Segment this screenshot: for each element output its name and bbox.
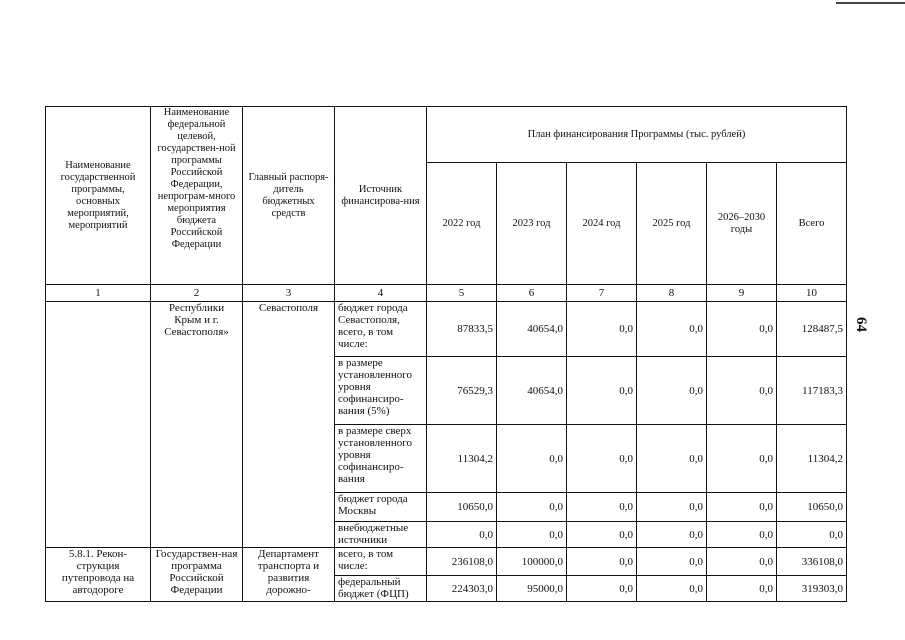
header-funding-source: Источник финансирова-ния — [335, 107, 427, 285]
budget-manager-cell: Севастополя — [243, 302, 335, 548]
value-2026-2030: 0,0 — [707, 576, 777, 602]
header-federal-program: Наименование федеральной целевой, государствен-ной программы Российской Федерации, непрограм-много мероприятия бюджета Российской Федерации — [151, 107, 243, 285]
value-2025: 0,0 — [637, 522, 707, 548]
header-year-2024: 2024 год — [567, 163, 637, 285]
header-year-2026-2030: 2026–2030 годы — [707, 163, 777, 285]
value-2023: 0,0 — [497, 425, 567, 493]
federal-program-cell: Государствен-ная программа Российской Федерации — [151, 548, 243, 602]
value-2022: 0,0 — [427, 522, 497, 548]
value-2024: 0,0 — [567, 493, 637, 522]
value-total: 128487,5 — [777, 302, 847, 357]
column-number: 3 — [243, 285, 335, 302]
header-year-2025: 2025 год — [637, 163, 707, 285]
table-row — [46, 302, 847, 357]
value-2024: 0,0 — [567, 425, 637, 493]
value-2023: 0,0 — [497, 493, 567, 522]
value-2026-2030: 0,0 — [707, 522, 777, 548]
column-number: 8 — [637, 285, 707, 302]
value-2025: 0,0 — [637, 576, 707, 602]
funding-source-cell: в размере установленного уровня софинансиро-вания (5%) — [335, 357, 427, 425]
value-total: 336108,0 — [777, 548, 847, 576]
column-number: 2 — [151, 285, 243, 302]
value-2022: 10650,0 — [427, 493, 497, 522]
column-number: 1 — [46, 285, 151, 302]
header-financing-plan: План финансирования Программы (тыс. рублей) — [427, 107, 847, 163]
scan-edge-mark — [836, 2, 905, 4]
header-budget-manager: Главный распоря-дитель бюджетных средств — [243, 107, 335, 285]
value-2023: 0,0 — [497, 522, 567, 548]
header-program: Наименование государственной программы, основных мероприятий, мероприятий — [46, 107, 151, 285]
value-2023: 95000,0 — [497, 576, 567, 602]
header-total: Всего — [777, 163, 847, 285]
funding-source-cell: федеральный бюджет (ФЦП) — [335, 576, 427, 602]
budget-manager-cell: Департамент транспорта и развития дорожно- — [243, 548, 335, 602]
value-2022: 76529,3 — [427, 357, 497, 425]
column-number: 4 — [335, 285, 427, 302]
value-total: 11304,2 — [777, 425, 847, 493]
column-number: 10 — [777, 285, 847, 302]
funding-source-cell: внебюджетные источники — [335, 522, 427, 548]
column-number: 9 — [707, 285, 777, 302]
value-2024: 0,0 — [567, 576, 637, 602]
funding-source-cell: бюджет города Москвы — [335, 493, 427, 522]
value-total: 117183,3 — [777, 357, 847, 425]
financing-table — [45, 106, 847, 602]
table-row — [46, 548, 847, 576]
header-year-2022: 2022 год — [427, 163, 497, 285]
funding-source-cell: бюджет города Севастополя, всего, в том числе: — [335, 302, 427, 357]
value-total: 10650,0 — [777, 493, 847, 522]
value-2026-2030: 0,0 — [707, 493, 777, 522]
value-2025: 0,0 — [637, 357, 707, 425]
federal-program-cell: Республики Крым и г. Севастополя» — [151, 302, 243, 548]
value-2025: 0,0 — [637, 548, 707, 576]
value-2022: 87833,5 — [427, 302, 497, 357]
value-2022: 11304,2 — [427, 425, 497, 493]
value-2023: 40654,0 — [497, 302, 567, 357]
column-number: 6 — [497, 285, 567, 302]
header-year-2023: 2023 год — [497, 163, 567, 285]
program-cell: 5.8.1. Рекон-струкция путепровода на автодороге — [46, 548, 151, 602]
value-2026-2030: 0,0 — [707, 357, 777, 425]
value-total: 0,0 — [777, 522, 847, 548]
value-2025: 0,0 — [637, 425, 707, 493]
value-2022: 224303,0 — [427, 576, 497, 602]
value-2026-2030: 0,0 — [707, 425, 777, 493]
column-number: 7 — [567, 285, 637, 302]
value-2022: 236108,0 — [427, 548, 497, 576]
value-total: 319303,0 — [777, 576, 847, 602]
program-cell — [46, 302, 151, 548]
value-2026-2030: 0,0 — [707, 548, 777, 576]
value-2024: 0,0 — [567, 548, 637, 576]
value-2024: 0,0 — [567, 302, 637, 357]
value-2024: 0,0 — [567, 522, 637, 548]
funding-source-cell: всего, в том числе: — [335, 548, 427, 576]
page-number: 64 — [853, 317, 869, 332]
column-number: 5 — [427, 285, 497, 302]
value-2024: 0,0 — [567, 357, 637, 425]
value-2023: 100000,0 — [497, 548, 567, 576]
value-2025: 0,0 — [637, 302, 707, 357]
value-2026-2030: 0,0 — [707, 302, 777, 357]
value-2025: 0,0 — [637, 493, 707, 522]
value-2023: 40654,0 — [497, 357, 567, 425]
funding-source-cell: в размере сверх установленного уровня софинансиро-вания — [335, 425, 427, 493]
